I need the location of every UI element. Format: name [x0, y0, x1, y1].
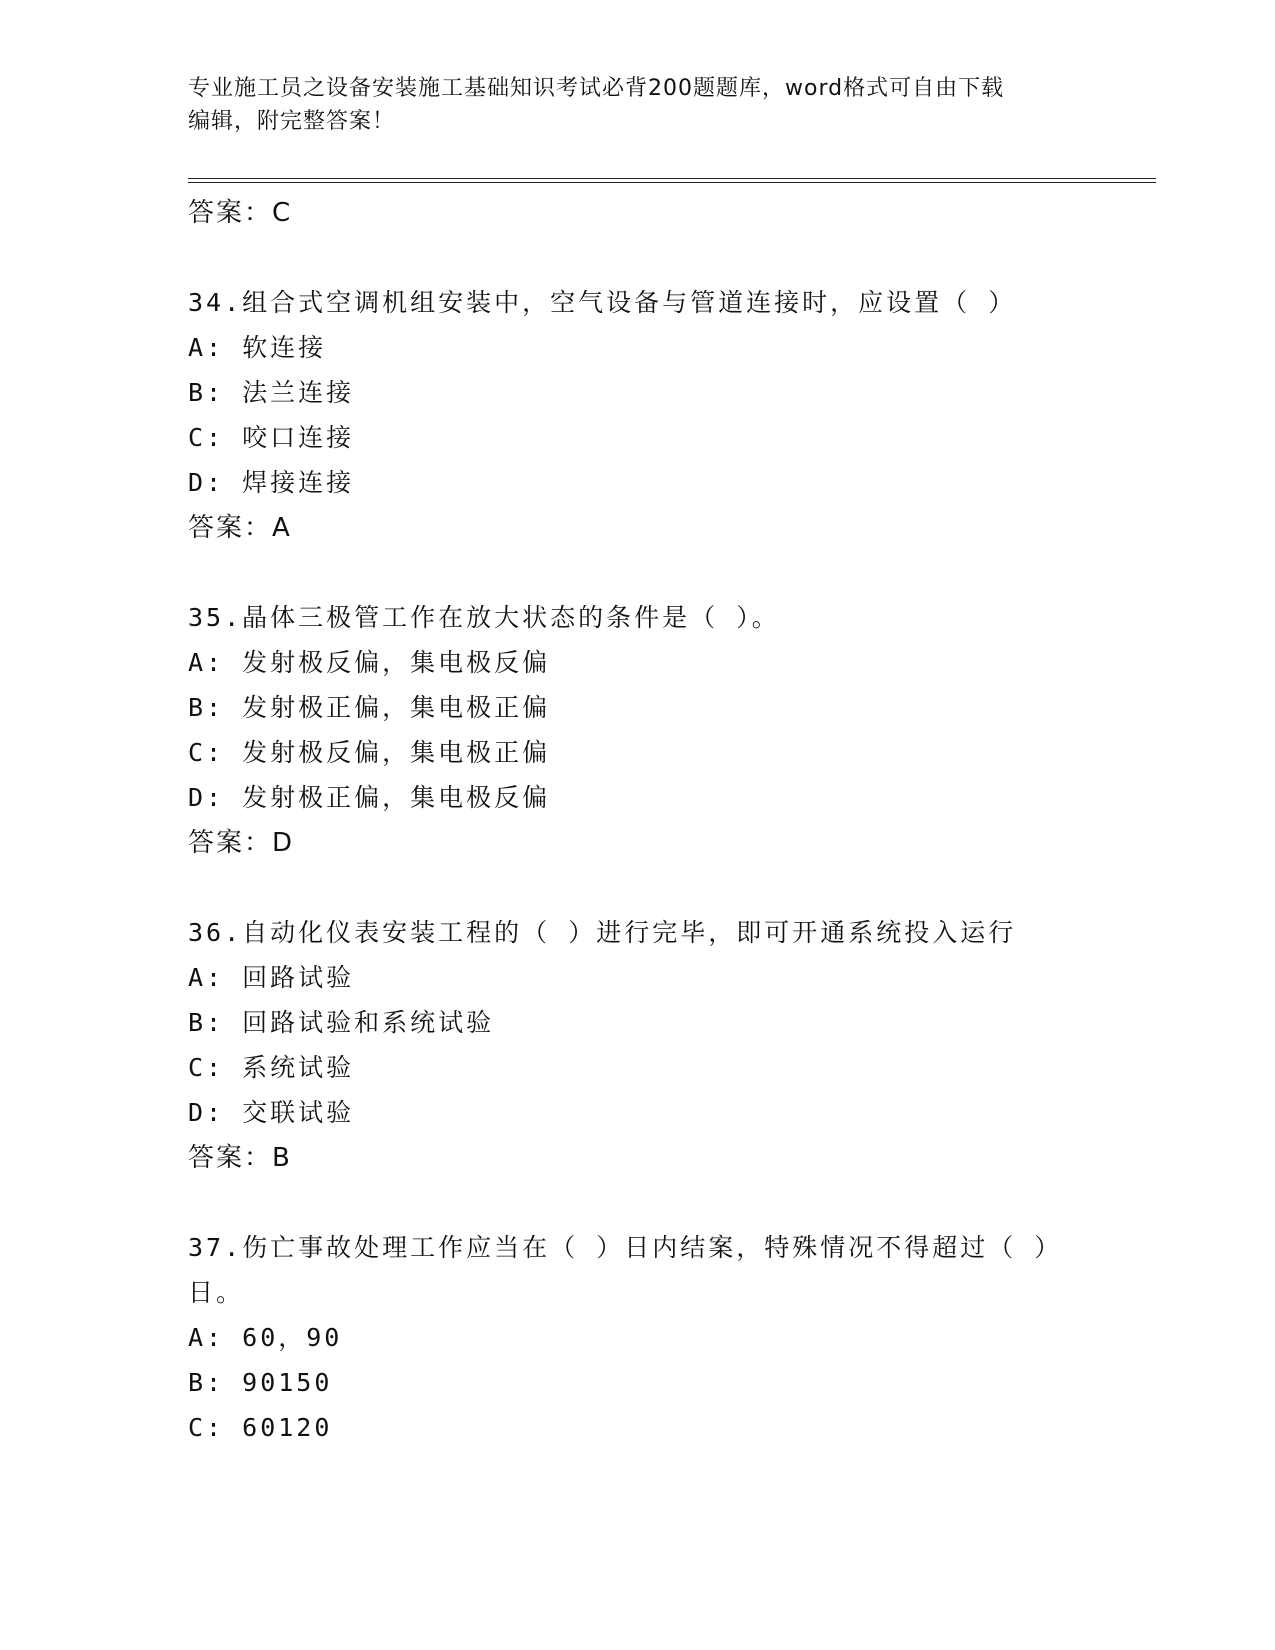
answer-q36: 答案：B [188, 1143, 292, 1173]
answer-q35: 答案：D [188, 828, 295, 858]
option-b: B: 90150 [188, 1368, 333, 1397]
option-d: D: 交联试验 [188, 1098, 355, 1127]
header-line-1: 专业施工员之设备安装施工基础知识考试必背200题题库，word格式可自由下载 [188, 76, 1005, 101]
question-text: 35.晶体三极管工作在放大状态的条件是（ ）。 [188, 603, 780, 632]
option-a: A: 软连接 [188, 333, 327, 362]
question-35 [188, 595, 1128, 866]
question-34 [188, 280, 1128, 551]
option-d: D: 焊接连接 [188, 468, 355, 497]
header-line-2: 编辑，附完整答案！ [188, 109, 396, 134]
header-divider-top [188, 178, 1156, 179]
document-body [188, 190, 1128, 1450]
answer-q34: 答案：A [188, 513, 292, 543]
option-c: C: 咬口连接 [188, 423, 355, 452]
option-b: B: 发射极正偏，集电极正偏 [188, 693, 551, 722]
option-a: A: 60，90 [188, 1323, 343, 1352]
question-text-line-1: 37.伤亡事故处理工作应当在（ ）日内结案，特殊情况不得超过（ ） [188, 1233, 1063, 1262]
option-a: A: 回路试验 [188, 963, 355, 992]
option-c: C: 系统试验 [188, 1053, 355, 1082]
option-b: B: 法兰连接 [188, 378, 355, 407]
option-c: C: 60120 [188, 1413, 333, 1442]
option-b: B: 回路试验和系统试验 [188, 1008, 495, 1037]
question-text-line-2: 日。 [188, 1278, 245, 1307]
question-36 [188, 910, 1128, 1181]
question-text: 34.组合式空调机组安装中，空气设备与管道连接时，应设置（ ） [188, 288, 1017, 317]
answer-q33: 答案：C [188, 198, 293, 228]
question-text: 36.自动化仪表安装工程的（ ）进行完毕，即可开通系统投入运行 [188, 918, 1017, 947]
header-divider-bottom [188, 182, 1156, 183]
option-a: A: 发射极反偏，集电极反偏 [188, 648, 551, 677]
option-c: C: 发射极反偏，集电极正偏 [188, 738, 551, 767]
question-37 [188, 1225, 1128, 1450]
document-header [188, 72, 1088, 138]
option-d: D: 发射极正偏，集电极反偏 [188, 783, 551, 812]
